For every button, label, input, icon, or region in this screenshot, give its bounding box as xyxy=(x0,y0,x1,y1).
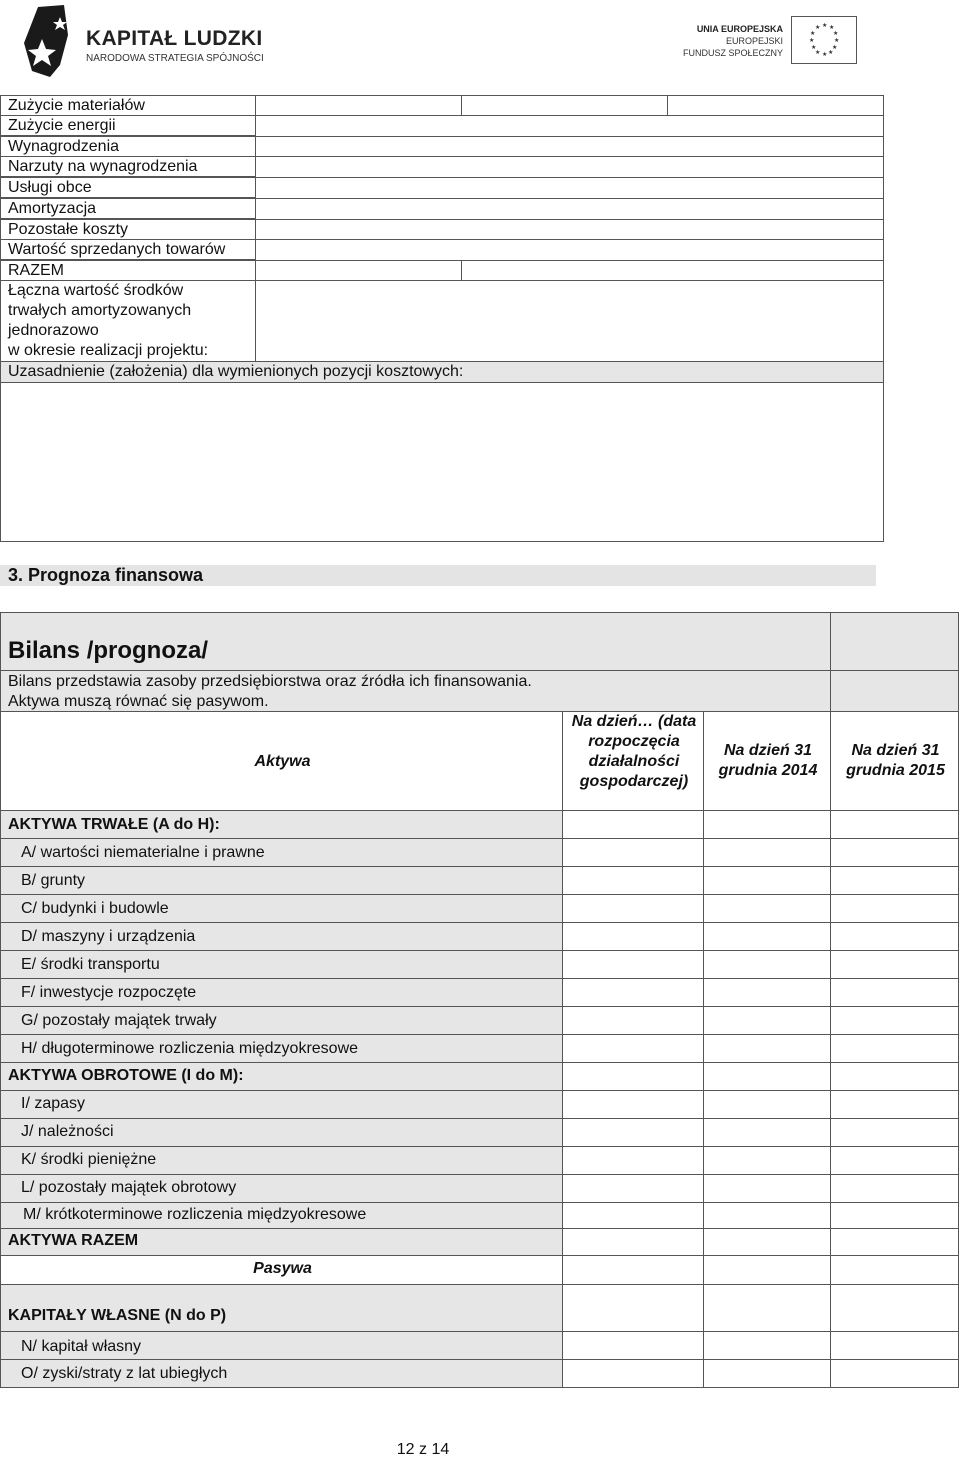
col3-header: Na dzień 31 grudnia 2015 xyxy=(846,742,945,779)
balance-value-cell[interactable] xyxy=(830,894,959,923)
balance-row-label: G/ pozostały majątek trwały xyxy=(0,1006,563,1035)
fixed-assets-value-cell[interactable] xyxy=(255,280,884,362)
balance-value-cell[interactable] xyxy=(830,922,959,951)
balance-value-cell[interactable] xyxy=(830,1174,959,1203)
balance-value-cell[interactable] xyxy=(830,810,959,839)
balance-value-cell[interactable] xyxy=(562,978,704,1007)
cost-row-label: RAZEM xyxy=(0,260,256,281)
balance-value-cell[interactable] xyxy=(830,1146,959,1175)
cost-row-label: Narzuty na wynagrodzenia xyxy=(0,156,256,177)
balance-description: Bilans przedstawia zasoby przedsiębiorstwa oraz źródła ich finansowania. xyxy=(8,673,532,690)
col1-header-cell xyxy=(562,711,704,811)
balance-row-label: F/ inwestycje rozpoczęte xyxy=(0,978,563,1007)
balance-value-cell[interactable] xyxy=(703,1255,831,1285)
balance-value-cell[interactable] xyxy=(703,950,831,979)
balance-row-label: O/ zyski/straty z lat ubiegłych xyxy=(0,1359,563,1388)
eu-flag-icon xyxy=(791,16,857,64)
balance-value-cell[interactable] xyxy=(562,894,704,923)
balance-row-label: D/ maszyny i urządzenia xyxy=(0,922,563,951)
cost-value-cell[interactable] xyxy=(667,95,884,116)
balance-value-cell[interactable] xyxy=(562,1174,704,1203)
justification-label: Uzasadnienie (założenia) dla wymienionych pozycji kosztowych: xyxy=(0,361,884,383)
svg-text:★: ★ xyxy=(834,37,840,44)
cost-value-cell[interactable] xyxy=(255,177,884,199)
balance-value-cell[interactable] xyxy=(562,922,704,951)
balance-row-label: L/ pozostały majątek obrotowy xyxy=(0,1174,563,1203)
balance-value-cell[interactable] xyxy=(703,1006,831,1035)
svg-text:★: ★ xyxy=(828,49,834,56)
cost-value-cell[interactable] xyxy=(255,156,884,178)
cost-value-cell[interactable] xyxy=(255,95,462,116)
cost-row-label: Zużycie energii xyxy=(0,115,256,136)
balance-value-cell[interactable] xyxy=(562,1034,704,1063)
cost-row-label: Amortyzacja xyxy=(0,198,256,219)
balance-row-label: E/ środki transportu xyxy=(0,950,563,979)
balance-value-cell[interactable] xyxy=(830,1062,959,1091)
balance-value-cell[interactable] xyxy=(830,866,959,895)
balance-title: Bilans /prognoza/ xyxy=(8,637,209,664)
svg-text:★: ★ xyxy=(822,51,828,58)
eu-logo-line-1: UNIA EUROPEJSKA xyxy=(696,24,783,34)
balance-row-label: M/ krótkoterminowe rozliczenia międzyokresowe xyxy=(0,1202,563,1229)
balance-value-cell[interactable] xyxy=(830,1118,959,1147)
balance-value-cell[interactable] xyxy=(562,1090,704,1119)
balance-row-label: A/ wartości niematerialne i prawne xyxy=(0,838,563,867)
cost-row-label: Wynagrodzenia xyxy=(0,136,256,157)
col2-header: Na dzień 31 grudnia 2014 xyxy=(718,742,818,779)
balance-value-cell[interactable] xyxy=(703,1118,831,1147)
balance-value-cell[interactable] xyxy=(703,1062,831,1091)
fixed-assets-label-cell xyxy=(0,280,256,362)
svg-text:★: ★ xyxy=(832,44,838,51)
balance-value-cell[interactable] xyxy=(562,1228,704,1256)
balance-value-cell[interactable] xyxy=(562,1255,704,1285)
balance-value-cell[interactable] xyxy=(830,1359,959,1388)
kapital-ludzki-logo xyxy=(20,5,264,77)
balance-value-cell[interactable] xyxy=(562,950,704,979)
balance-value-cell[interactable] xyxy=(562,1331,704,1360)
balance-value-cell[interactable] xyxy=(830,838,959,867)
balance-description-cell xyxy=(0,670,831,712)
balance-value-cell[interactable] xyxy=(830,1331,959,1360)
balance-value-cell[interactable] xyxy=(703,1284,831,1332)
balance-value-cell[interactable] xyxy=(703,978,831,1007)
balance-value-cell[interactable] xyxy=(830,1228,959,1256)
balance-value-cell[interactable] xyxy=(562,1006,704,1035)
cost-row-label: Wartość sprzedanych towarów xyxy=(0,239,256,260)
balance-value-cell[interactable] xyxy=(830,950,959,979)
balance-row-label: AKTYWA OBROTOWE (I do M): xyxy=(0,1062,563,1091)
logo-subtitle: NARODOWA STRATEGIA SPÓJNOŚCI xyxy=(86,53,264,64)
eu-logo xyxy=(682,14,865,66)
balance-value-cell[interactable] xyxy=(703,922,831,951)
fixed-assets-line: Łączna wartość środków xyxy=(8,282,184,299)
balance-value-cell[interactable] xyxy=(562,1202,704,1229)
logo-title: KAPITAŁ LUDZKI xyxy=(86,27,263,50)
cost-value-cell[interactable] xyxy=(255,239,884,261)
balance-value-cell[interactable] xyxy=(562,1118,704,1147)
section-title: 3. Prognoza finansowa xyxy=(8,565,204,585)
balance-value-cell[interactable] xyxy=(703,1034,831,1063)
balance-value-cell[interactable] xyxy=(830,1090,959,1119)
justification-textarea[interactable] xyxy=(0,382,884,542)
balance-row-label: C/ budynki i budowle xyxy=(0,894,563,923)
fixed-assets-line: w okresie realizacji projektu: xyxy=(8,342,209,359)
balance-value-cell[interactable] xyxy=(703,810,831,839)
aktywa-header: Aktywa xyxy=(254,753,311,770)
balance-row-label: I/ zapasy xyxy=(0,1090,563,1119)
cost-value-cell[interactable] xyxy=(461,95,668,116)
balance-description-side-cell xyxy=(830,670,959,712)
balance-row-label: B/ grunty xyxy=(0,866,563,895)
col1-header: Na dzień… (data rozpoczęcia działalności gospodarczej) xyxy=(571,713,697,790)
eu-logo-line-3: FUNDUSZ SPOŁECZNY xyxy=(682,48,783,58)
balance-value-cell[interactable] xyxy=(703,838,831,867)
svg-text:★: ★ xyxy=(815,24,821,31)
pasywa-header-cell xyxy=(0,1255,563,1285)
cost-value-cell[interactable] xyxy=(255,260,462,281)
fixed-assets-line: trwałych amortyzowanych xyxy=(8,302,192,319)
svg-text:★: ★ xyxy=(809,37,815,44)
svg-text:★: ★ xyxy=(833,30,839,37)
balance-row-label: N/ kapitał własny xyxy=(0,1331,563,1360)
balance-row-label: AKTYWA RAZEM xyxy=(0,1228,563,1256)
balance-value-cell[interactable] xyxy=(830,1202,959,1229)
col2-header-cell xyxy=(703,711,831,811)
balance-value-cell[interactable] xyxy=(562,1146,704,1175)
svg-text:★: ★ xyxy=(815,49,821,56)
balance-value-cell[interactable] xyxy=(562,810,704,839)
balance-value-cell[interactable] xyxy=(562,1359,704,1388)
balance-value-cell[interactable] xyxy=(562,1284,704,1332)
svg-text:★: ★ xyxy=(810,30,816,37)
balance-value-cell[interactable] xyxy=(703,894,831,923)
cost-value-cell[interactable] xyxy=(255,115,884,137)
balance-value-cell[interactable] xyxy=(703,1202,831,1229)
cost-row-label: Zużycie materiałów xyxy=(0,95,256,116)
balance-value-cell[interactable] xyxy=(703,866,831,895)
page-number: 12 z 14 xyxy=(396,1441,450,1458)
balance-value-cell[interactable] xyxy=(830,1255,959,1285)
balance-value-cell[interactable] xyxy=(562,838,704,867)
balance-title-side-cell xyxy=(830,612,959,671)
svg-text:★: ★ xyxy=(829,24,835,31)
balance-value-cell[interactable] xyxy=(703,1090,831,1119)
fixed-assets-line: jednorazowo xyxy=(8,322,99,339)
eu-logo-line-2: EUROPEJSKI xyxy=(725,36,783,46)
balance-value-cell[interactable] xyxy=(830,1284,959,1332)
cost-row-label: Usługi obce xyxy=(0,177,256,198)
svg-text:★: ★ xyxy=(822,22,828,29)
cost-value-cell[interactable] xyxy=(255,198,884,220)
kapital-ludzki-emblem-icon xyxy=(20,5,80,77)
balance-row-label: K/ środki pieniężne xyxy=(0,1146,563,1175)
balance-value-cell[interactable] xyxy=(703,1228,831,1256)
cost-value-cell[interactable] xyxy=(461,260,884,281)
cost-value-cell[interactable] xyxy=(255,136,884,157)
balance-value-cell[interactable] xyxy=(562,866,704,895)
balance-row-label: AKTYWA TRWAŁE (A do H): xyxy=(0,810,563,839)
balance-value-cell[interactable] xyxy=(703,1359,831,1388)
cost-row-label: Pozostałe koszty xyxy=(0,219,256,240)
balance-row-label: KAPITAŁY WŁASNE (N do P) xyxy=(0,1284,563,1332)
balance-value-cell[interactable] xyxy=(562,1062,704,1091)
balance-row-label: J/ należności xyxy=(0,1118,563,1147)
cost-value-cell[interactable] xyxy=(255,219,884,240)
svg-text:★: ★ xyxy=(811,44,817,51)
balance-description: Aktywa muszą równać się pasywom. xyxy=(8,693,269,710)
balance-title-cell xyxy=(0,612,831,671)
balance-value-cell[interactable] xyxy=(830,1034,959,1063)
balance-value-cell[interactable] xyxy=(830,1006,959,1035)
aktywa-header-cell xyxy=(0,711,563,811)
balance-value-cell[interactable] xyxy=(703,1174,831,1203)
balance-value-cell[interactable] xyxy=(703,1331,831,1360)
balance-value-cell[interactable] xyxy=(830,978,959,1007)
col3-header-cell xyxy=(830,711,959,811)
balance-row-label: H/ długoterminowe rozliczenia międzyokresowe xyxy=(0,1034,563,1063)
balance-value-cell[interactable] xyxy=(703,1146,831,1175)
pasywa-header: Pasywa xyxy=(253,1260,312,1277)
